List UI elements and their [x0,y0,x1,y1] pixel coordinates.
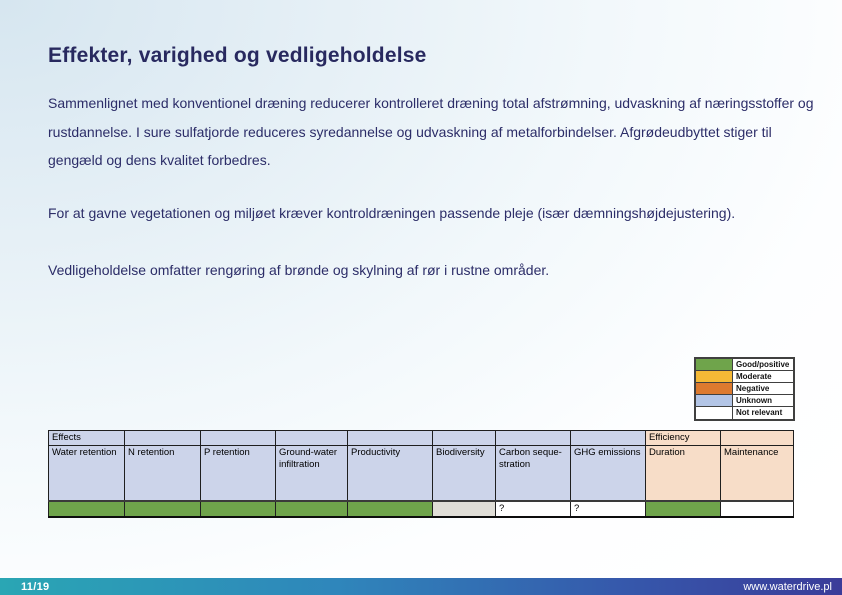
group-cell [125,431,201,446]
group-cell [571,431,646,446]
col-header-water-retention: Water retention [49,446,125,501]
col-header-maintenance: Maintenance [721,446,794,501]
value-cell-water-retention [49,501,125,517]
legend-label-unknown: Unknown [736,396,772,405]
group-cell [433,431,496,446]
group-cell [348,431,433,446]
value-cell-groundwater-infiltration [276,501,348,517]
group-cell-effects: Effects [49,431,125,446]
group-cell [201,431,276,446]
value-cell-p-retention [201,501,276,517]
group-cell [721,431,794,446]
legend-label-negative: Negative [736,384,770,393]
value-cell-productivity [348,501,433,517]
legend-label-good: Good/positive [736,360,790,369]
body-paragraph-care: For at gavne vegetationen og miljøet kræver kontroldræningen passende pleje (især dæmningshøjdejustering). [48,205,736,221]
website-link[interactable]: www.waterdrive.pl [743,580,832,593]
legend-label-moderate: Moderate [736,372,772,381]
body-paragraph-maintenance: Vedligeholdelse omfatter rengøring af brønde og skylning af rør i rustne områder. [48,262,550,278]
group-cell-efficiency: Efficiency [646,431,721,446]
legend-label-not-relevant: Not relevant [736,408,783,417]
col-header-n-retention: N retention [125,446,201,501]
value-cell-duration [646,501,721,517]
table-header-row [49,446,794,501]
col-header-p-retention: P retention [201,446,276,501]
legend-row-not-relevant [696,407,793,419]
value-cell-ghg-emissions: ? [571,501,646,517]
legend-swatch-moderate [696,371,733,382]
effects-efficiency-table [48,430,794,518]
col-header-productivity: Productivity [348,446,433,501]
table-group-row [49,431,794,446]
col-header-carbon-sequestration: Carbon seque-stration [496,446,571,501]
col-header-duration: Duration [646,446,721,501]
legend-row-unknown [696,395,793,407]
legend-swatch-good [696,359,733,370]
legend-row-moderate [696,371,793,383]
table-value-row [49,501,794,517]
legend-swatch-not-relevant [696,407,733,419]
legend-row-negative [696,383,793,395]
col-header-biodiversity: Biodiversity [433,446,496,501]
value-cell-carbon-sequestration: ? [496,501,571,517]
group-cell [496,431,571,446]
legend-row-good [696,359,793,371]
page-number: 11/19 [21,580,50,593]
footer-bar [0,578,842,595]
color-legend [694,357,795,421]
value-cell-biodiversity [433,501,496,517]
legend-swatch-unknown [696,395,733,406]
col-header-ghg-emissions: GHG emissions [571,446,646,501]
body-paragraph-effects: Sammenlignet med konventionel dræning reducerer kontrolleret dræning total afstrømning, udvaskning af næringsstoffer og rustdannelse. I sure sulfatjorde reduceres syredannelse og udvaskning af metalforbindelser. Afgrødeudbyttet stiger til gengæld og dens kvalitet forbedres. [48,95,814,168]
legend-swatch-negative [696,383,733,394]
value-cell-n-retention [125,501,201,517]
value-cell-maintenance [721,501,794,517]
group-cell [276,431,348,446]
col-header-groundwater-infiltration: Ground-water infiltration [276,446,348,501]
page-title: Effekter, varighed og vedligeholdelse [48,44,427,67]
